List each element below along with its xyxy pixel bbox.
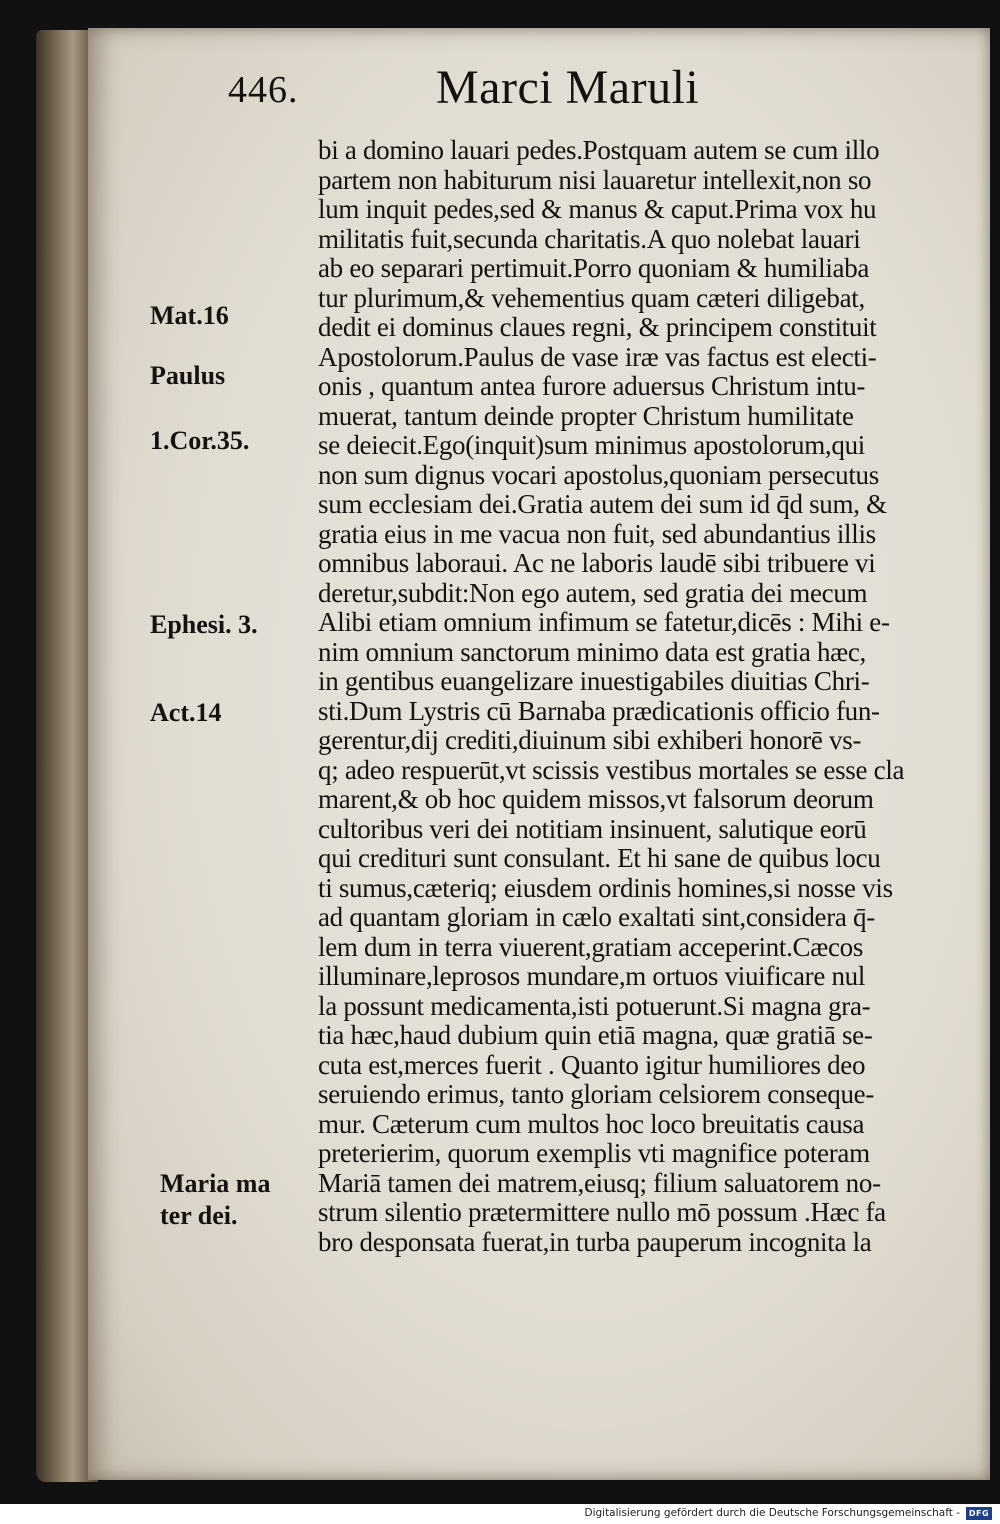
text-line: omnibus laboraui. Ac ne laboris laudē sibi tribuere vi	[318, 549, 876, 578]
text-line: se deiecit.Ego(inquit)sum minimus apostolorum,qui	[318, 431, 865, 460]
running-head	[228, 60, 878, 130]
text-line: Apostolorum.Paulus de vase iræ vas factus est electi-	[318, 342, 877, 372]
text-line: militatis fuit,secunda charitatis.A quo nolebat lauari	[318, 224, 861, 254]
running-title: Marci Maruli	[436, 61, 700, 114]
text-line: dedit ei dominus claues regni, & principem constituit	[318, 313, 877, 342]
text-line: marent,& ob hoc quidem missos,vt falsorum deorum	[318, 785, 874, 814]
text-line: sum ecclesiam dei.Gratia autem dei sum id q̄d sum, &	[318, 490, 887, 519]
text-line: q; adeo respuerūt,vt scissis vestibus mortales se esse cla	[318, 755, 905, 785]
margin-note: Ephesi. 3.	[150, 610, 258, 639]
body-text	[318, 136, 968, 1257]
margin-note: Paulus	[150, 361, 226, 390]
text-line: preterierim, quorum exemplis vti magnifice poteram	[318, 1139, 870, 1168]
dfg-logo: DFG	[966, 1507, 992, 1520]
margin-notes	[150, 0, 300, 1400]
margin-note: Mat.16	[150, 301, 229, 330]
footer-bar	[0, 1504, 1000, 1524]
text-line: mur. Cæterum cum multos hoc loco breuitatis causa	[318, 1109, 865, 1139]
text-line: non sum dignus vocari apostolus,quoniam persecutus	[318, 460, 879, 490]
text-line: qui credituri sunt consulant. Et hi sane de quibus locu	[318, 844, 881, 873]
text-line: in gentibus euangelizare inuestigabiles diuitias Chri-	[318, 667, 870, 696]
text-line: onis , quantum antea furore aduersus Christum intu-	[318, 372, 866, 401]
page-number: 446.	[228, 69, 299, 111]
text-line: cuta est,merces fuerit . Quanto igitur humiliores deo	[318, 1050, 866, 1080]
text-line: gratia eius in me vacua non fuit, sed abundantius illis	[318, 519, 876, 549]
text-line: ad quantam gloriam in cælo exaltati sint,considera q̄-	[318, 903, 875, 932]
text-line: tia hæc,haud dubium quin etiā magna, quæ gratiā se-	[318, 1021, 873, 1050]
text-line: partem non habiturum nisi lauaretur intellexit,non so	[318, 165, 872, 195]
text-line: cultoribus veri dei notitiam insinuent, salutique eorū	[318, 814, 867, 844]
text-line: seruiendo erimus, tanto gloriam celsiorem conseque-	[318, 1080, 875, 1109]
text-line: bro desponsata fuerat,in turba pauperum incognita la	[318, 1227, 872, 1257]
text-line: strum silentio prætermittere nullo mō possum .Hæc fa	[318, 1198, 886, 1227]
text-line: lem dum in terra viuerent,gratiam acceperint.Cæcos	[318, 932, 864, 962]
margin-note: Act.14	[150, 698, 222, 727]
text-line: illuminare,leprosos mundare,m ortuos viuificare nul	[318, 962, 866, 991]
text-line: gerentur,dij crediti,diuinum sibi exhiberi honorē vs-	[318, 726, 862, 755]
text-line: Alibi etiam omnium infimum se fatetur,dicēs : Mihi e-	[318, 608, 890, 637]
margin-note: 1.Cor.35.	[150, 426, 250, 455]
text-line: sti.Dum Lystris cū Barnaba prædicationis officio fun-	[318, 696, 880, 726]
text-line: ti sumus,cæteriq; eiusdem ordinis homines,si nosse vis	[318, 873, 893, 903]
text-line: deretur,subdit:Non ego autem, sed gratia dei mecum	[318, 578, 868, 608]
margin-note: ter dei.	[160, 1201, 238, 1230]
text-line: bi a domino lauari pedes.Postquam autem se cum illo	[318, 136, 880, 165]
text-line: lum inquit pedes,sed & manus & caput.Prima vox hu	[318, 195, 877, 224]
funding-credit: Digitalisierung gefördert durch die Deutsche Forschungsgemeinschaft -	[584, 1507, 960, 1519]
text-line: nim omnium sanctorum minimo data est gratia hæc,	[318, 637, 866, 667]
text-line: la possunt medicamenta,isti potuerunt.Si magna gra-	[318, 991, 871, 1021]
text-line: ab eo separari pertimuit.Porro quoniam & humiliaba	[318, 254, 870, 283]
text-line: muerat, tantum deinde propter Christum humilitate	[318, 401, 854, 431]
margin-note: Maria ma	[160, 1169, 271, 1198]
text-line: tur plurimum,& vehementius quam cæteri diligebat,	[318, 283, 865, 313]
text-line: Mariā tamen dei matrem,eiusq; filium saluatorem no-	[318, 1168, 881, 1198]
